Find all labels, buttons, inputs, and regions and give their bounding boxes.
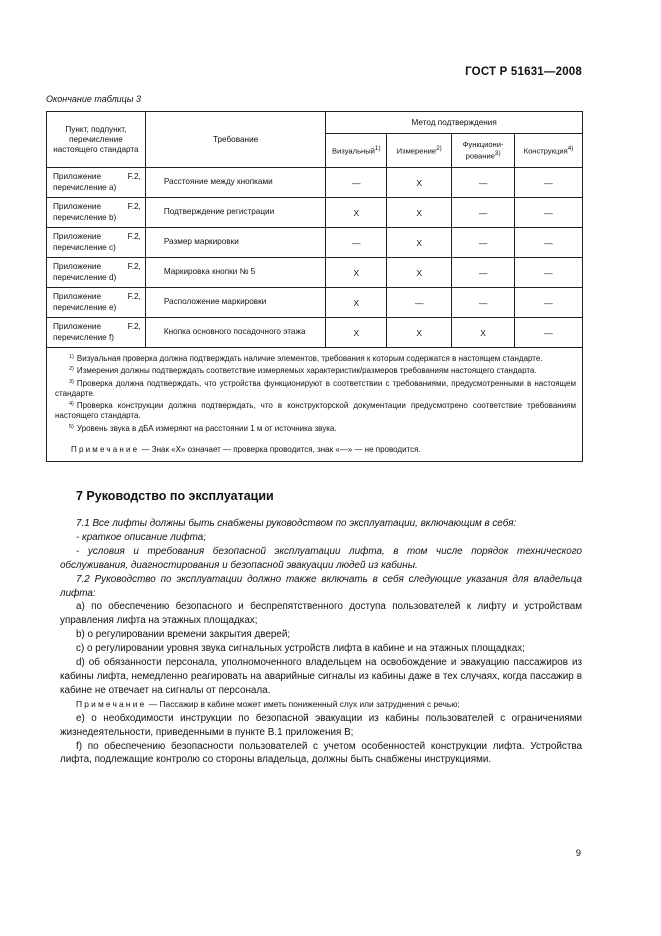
row-item: Приложение F.2, перечисление c) xyxy=(47,228,146,258)
row-requirement: Расположение маркировки xyxy=(145,288,325,318)
row-requirement: Подтверждение регистрации xyxy=(145,198,325,228)
col-header-functioning: Функциони-рование$^{3)}$ xyxy=(452,134,515,168)
section-title: 7 Руководство по эксплуатации xyxy=(76,489,274,503)
row-mark: — xyxy=(452,198,515,228)
row-mark: X xyxy=(326,318,387,348)
row-requirement: Кнопка основного посадочного этажа xyxy=(145,318,325,348)
table-footnotes xyxy=(47,348,583,462)
row-requirement: Размер маркировки xyxy=(145,228,325,258)
table-row xyxy=(47,288,583,318)
table-row xyxy=(47,318,583,348)
section-note: Примечание — Пассажир в кабине может иметь пониженный слух или затруднения с речью; xyxy=(76,698,460,709)
col-header-requirement: Требование xyxy=(145,112,325,168)
paragraph: e) о необходимости инструкции по безопасной эвакуации из кабины пользователей с ограничениями жизнедеятельности, приведенными в пункте В.1 приложения В; xyxy=(60,712,582,738)
row-mark: — xyxy=(515,258,583,288)
paragraph: - условия и требования безопасной эксплуатации лифта, в том числе порядок технического обслуживания, диагностирования и безопасной эвакуации людей из кабины. xyxy=(60,545,582,571)
row-mark: X xyxy=(326,288,387,318)
row-mark: X xyxy=(452,318,515,348)
col-header-method: Метод подтверждения xyxy=(326,112,583,134)
paragraph: b) о регулировании времени закрытия дверей; xyxy=(76,629,291,641)
row-mark: X xyxy=(387,168,452,198)
row-requirement: Маркировка кнопки № 5 xyxy=(145,258,325,288)
page-number: 9 xyxy=(575,848,581,859)
table-caption: Окончание таблицы 3 xyxy=(46,94,141,104)
row-mark: — xyxy=(515,198,583,228)
col-header-measurement: Измерение$^{2)}$ xyxy=(387,134,452,168)
row-mark: — xyxy=(515,228,583,258)
table-row xyxy=(47,228,583,258)
table-row xyxy=(47,168,583,198)
paragraph: 7.2 Руководство по эксплуатации должно также включать в себя следующие указания для владельца лифта: xyxy=(60,573,582,599)
row-mark: X xyxy=(387,198,452,228)
row-item: Приложение F.2, перечисление a) xyxy=(47,168,146,198)
requirements-table xyxy=(46,111,583,462)
document-code: ГОСТ Р 51631—2008 xyxy=(465,66,582,78)
row-mark: — xyxy=(515,288,583,318)
paragraph: - краткое описание лифта; xyxy=(76,531,206,543)
row-mark: — xyxy=(515,318,583,348)
table-row xyxy=(47,258,583,288)
row-mark: — xyxy=(452,228,515,258)
footnote: $^{3)}$ Проверка должна подтверждать, что устройства функционируют в соответствии с требованиями, предусмотренными в настоящем стандарте. xyxy=(55,378,576,398)
row-item: Приложение F.2, перечисление f) xyxy=(47,318,146,348)
row-item: Приложение F.2, перечисление d) xyxy=(47,258,146,288)
paragraph: c) о регулировании уровня звука сигнальных устройств лифта в кабине и на этажных площадках; xyxy=(76,643,525,655)
row-mark: X xyxy=(326,198,387,228)
row-mark: X xyxy=(387,258,452,288)
paragraph: d) об обязанности персонала, уполномоченного владельцем на освобождение и эвакуацию пассажиров из кабины лифта, немедленно реагировать на аварийные сигналы из кабины даже в тех случаях, когда пассажир в кабине не отвечает на сигналы от персонала. xyxy=(60,657,582,696)
footnote: $^{1)}$ Визуальная проверка должна подтверждать наличие элементов, требования к которым содержатся в настоящем стандарте. xyxy=(69,354,543,363)
row-mark: — xyxy=(452,258,515,288)
row-mark: — xyxy=(387,288,452,318)
row-mark: X xyxy=(326,258,387,288)
footnote: $^{2)}$ Измерения должны подтверждать соответствие измеряемых характеристик/размеров требованиям настоящего стандарта. xyxy=(69,366,537,376)
col-header-item: Пункт, подпункт, перечисление настоящего стандарта xyxy=(47,112,146,168)
row-mark: X xyxy=(387,228,452,258)
col-header-visual: Визуальный$^{1)}$ xyxy=(326,134,387,168)
section-body xyxy=(60,517,582,767)
row-item: Приложение F.2, перечисление e) xyxy=(47,288,146,318)
paragraph: a) по обеспечению безопасного и беспрепятственного доступа пользователей к лифту и устройствам управления лифта на этажных площадках; xyxy=(60,601,582,627)
row-mark: — xyxy=(515,168,583,198)
row-mark: — xyxy=(326,168,387,198)
col-header-construction: Конструкция$^{4)}$ xyxy=(515,134,583,168)
table-row xyxy=(47,198,583,228)
row-mark: — xyxy=(452,288,515,318)
footnote: $^{5)}$ Уровень звука в дБА измеряют на расстоянии 1 м от источника звука. xyxy=(69,423,337,433)
paragraph: f) по обеспечению безопасности пользователей с учетом особенностей конструкции лифта. Устройства лифта, подлежащие контролю со стороны владельца, должны быть снабжены инструкциями. xyxy=(60,740,582,766)
row-mark: — xyxy=(452,168,515,198)
footnote: $^{4)}$ Проверка конструкции должна подтверждать, что в конструкторской документации предусмотрено соответствие требованиям настоящего стандарта. xyxy=(55,401,576,421)
table-note: Примечание — Знак «X» означает — проверка проводится, знак «—» — не проводится. xyxy=(71,445,421,455)
row-requirement: Расстояние между кнопками xyxy=(145,168,325,198)
row-mark: — xyxy=(326,228,387,258)
row-item: Приложение F.2, перечисление b) xyxy=(47,198,146,228)
row-mark: X xyxy=(387,318,452,348)
paragraph: 7.1 Все лифты должны быть снабжены руководством по эксплуатации, включающим в себя: xyxy=(76,518,517,529)
